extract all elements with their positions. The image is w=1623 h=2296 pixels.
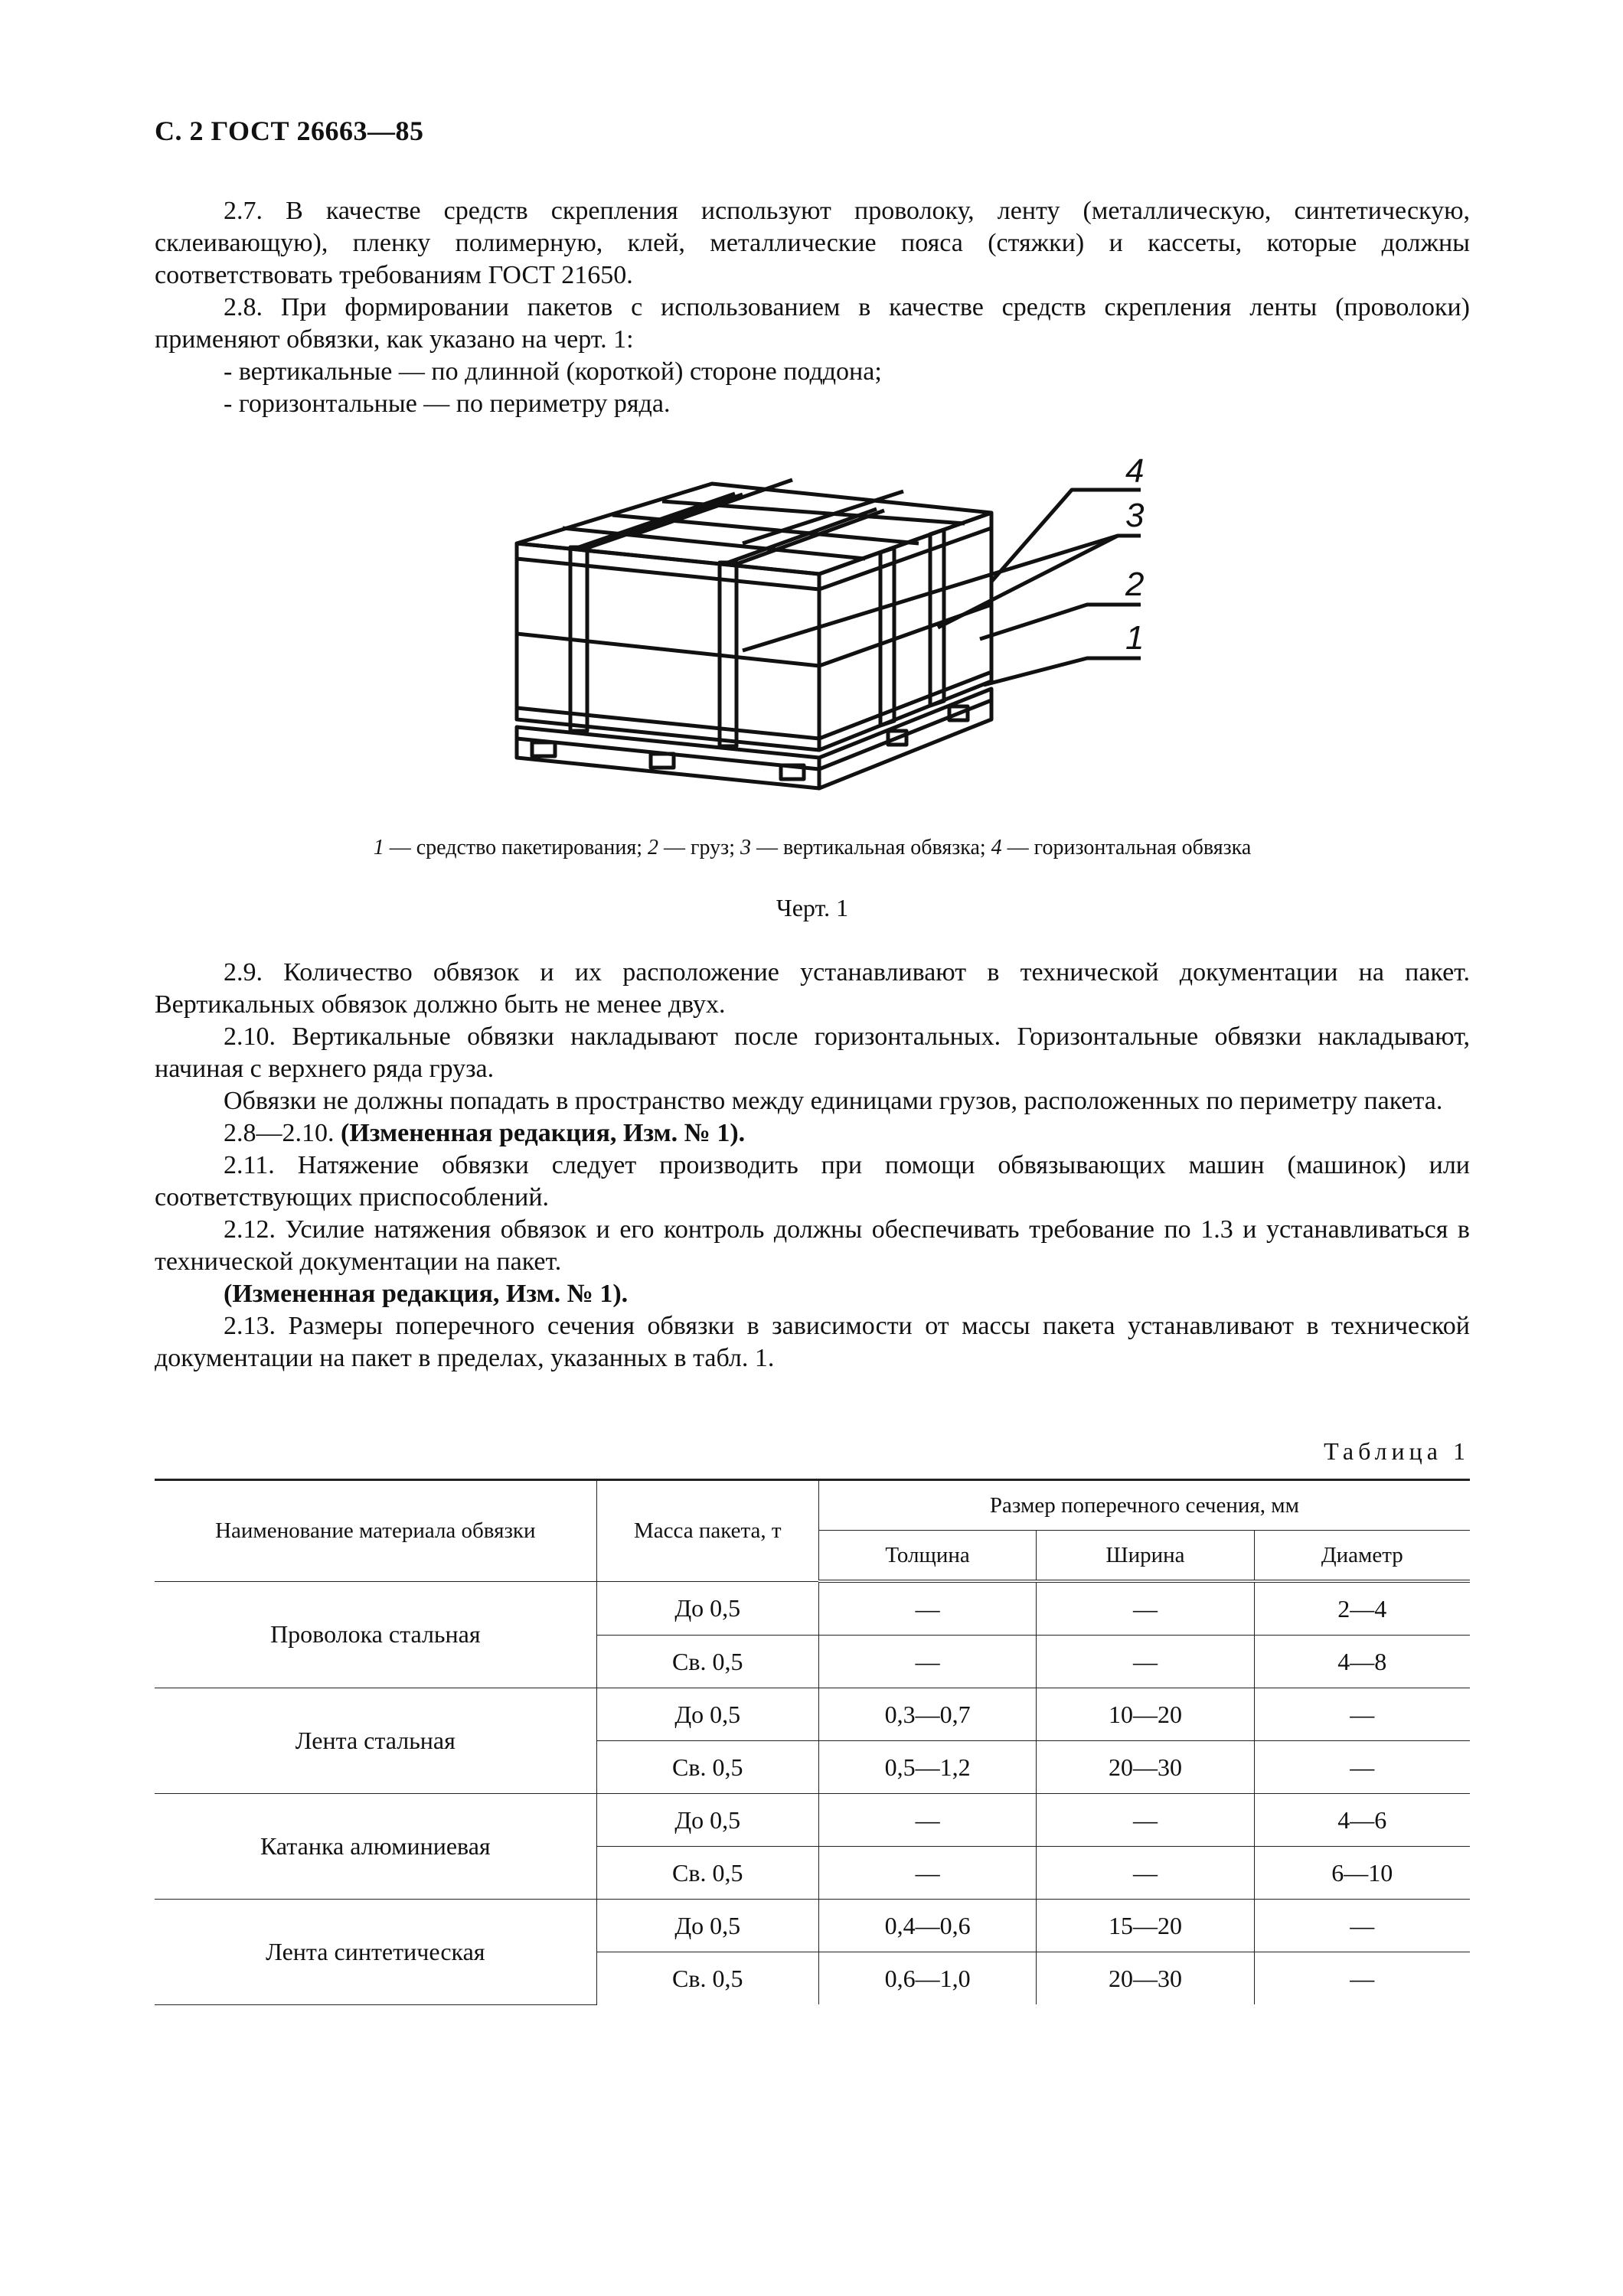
caption-text-4: — горизонтальная обвязка [1001,836,1252,859]
width-cell: — [1037,1581,1254,1636]
pallet-package-drawing [490,429,1194,827]
table-row [155,1688,1470,1741]
paragraph-obvyazki: Обвязки не должны попадать в пространство между единицами грузов, расположенных по периметру пакета. [224,1087,1443,1115]
thickness-cell: 0,4—0,6 [818,1900,1036,1952]
paragraph-2-7: 2.7. В качестве средств скрепления используют проволоку, ленту (металлическую, синтетическую, склеивающую), пленку полимерную, клей, металлические пояса (стяжки) и кассеты, которые должны соответствовать требованиям ГОСТ 21650. [155,197,1470,289]
side-face [819,513,991,750]
amendment-1-bold: (Измененная редакция, Изм. № 1). [341,1119,746,1147]
mass-cell: Св. 0,5 [596,1741,818,1794]
paragraph-2-8: 2.8. При формировании пакетов с использованием в качестве средств скрепления ленты (проволоки) применяют обвязки, как указано на черт. 1: [155,293,1470,354]
width-cell: 20—30 [1037,1741,1254,1794]
callout-4: 4 [1125,452,1145,490]
header-thickness: Толщина [818,1531,1036,1582]
thickness-cell: — [818,1794,1036,1847]
mass-cell: Св. 0,5 [596,1636,818,1688]
material-cell: Лента синтетическая [155,1900,596,2005]
material-cell: Лента стальная [155,1688,596,1794]
width-cell: 20—30 [1037,1952,1254,2005]
width-cell: 10—20 [1037,1688,1254,1741]
width-cell: — [1037,1636,1254,1688]
diameter-cell: 2—4 [1254,1581,1470,1636]
thickness-cell: — [818,1636,1036,1688]
figure-pallet-package [490,429,1194,827]
mass-cell: Св. 0,5 [596,1847,818,1900]
diameter-cell: — [1254,1900,1470,1952]
vertical-strap-3 [880,548,894,726]
mass-cell: Св. 0,5 [596,1952,818,2005]
header-mass: Масса пакета, т [596,1480,818,1582]
page-header: С. 2 ГОСТ 26663—85 [155,116,424,146]
table-row [155,1900,1470,1952]
callout-1: 1 [1125,619,1145,657]
thickness-cell: — [818,1581,1036,1636]
diameter-cell: — [1254,1688,1470,1741]
amendment-note-1 [155,1117,1470,1150]
amendment-note-2: (Измененная редакция, Изм. № 1). [224,1280,629,1308]
list-item-vertical: - вертикальные — по длинной (короткой) стороне поддона; [224,357,882,386]
material-cell: Катанка алюминиевая [155,1794,596,1900]
paragraph-2-12: 2.12. Усилие натяжения обвязок и его контроль должны обеспечивать требование по 1.3 и устанавливаться в технической документации на пакет. [155,1215,1470,1276]
header-section-size: Размер поперечного сечения, мм [818,1480,1470,1531]
paragraph-2-11: 2.11. Натяжение обвязки следует производить при помощи обвязывающих машин (машинок) или соответствующих приспособлений. [155,1151,1470,1212]
table-row [155,1581,1470,1636]
diameter-cell: — [1254,1741,1470,1794]
thickness-cell: 0,3—0,7 [818,1688,1036,1741]
table-title: Таблица 1 [1324,1437,1470,1465]
diameter-cell: 6—10 [1254,1847,1470,1900]
vertical-strap-4 [930,530,944,706]
thickness-cell: 0,5—1,2 [818,1741,1036,1794]
width-cell: — [1037,1847,1254,1900]
mass-cell: До 0,5 [596,1900,818,1952]
paragraph-2-9: 2.9. Количество обвязок и их расположение устанавливают в технической документации на пакет. Вертикальных обвязок должно быть не менее двух. [155,958,1470,1019]
material-cell: Проволока стальная [155,1581,596,1688]
mass-cell: До 0,5 [596,1794,818,1847]
section-2-9-2-13 [155,957,1470,1375]
strapping-size-table [155,1479,1470,2005]
diameter-cell: 4—6 [1254,1794,1470,1847]
caption-num-1: 1 [373,836,384,859]
figure-title: Черт. 1 [776,894,849,921]
mass-cell: До 0,5 [596,1581,818,1636]
caption-text-1: — средство пакетирования; [384,836,648,859]
width-cell: 15—20 [1037,1900,1254,1952]
paragraph-2-10: 2.10. Вертикальные обвязки накладывают после горизонтальных. Горизонтальные обвязки накладывают, начиная с верхнего ряда груза. [155,1022,1470,1083]
figure-caption [155,836,1470,860]
mass-cell: До 0,5 [596,1688,818,1741]
caption-num-2: 2 [648,836,659,859]
header-material: Наименование материала обвязки [155,1480,596,1582]
callout-3: 3 [1125,497,1145,534]
caption-num-4: 4 [991,836,1002,859]
thickness-cell: 0,6—1,0 [818,1952,1036,2005]
table-row [155,1794,1470,1847]
section-2-7-2-8 [155,195,1470,420]
header-width: Ширина [1037,1531,1254,1582]
list-item-horizontal: - горизонтальные — по периметру ряда. [224,390,671,418]
thickness-cell: — [818,1847,1036,1900]
caption-text-2: — груз; [658,836,741,859]
paragraph-2-13: 2.13. Размеры поперечного сечения обвязки в зависимости от массы пакета устанавливают в технической документации на пакет в пределах, указанных в табл. 1. [155,1312,1470,1372]
diameter-cell: — [1254,1952,1470,2005]
caption-num-3: 3 [740,836,752,859]
leader-1 [984,658,1141,685]
caption-text-3: — вертикальная обвязка; [751,836,991,859]
header-diameter: Диаметр [1254,1531,1470,1582]
width-cell: — [1037,1794,1254,1847]
diameter-cell: 4—8 [1254,1636,1470,1688]
callout-2: 2 [1125,566,1145,603]
leader-2 [980,605,1141,639]
amendment-1-lead: 2.8—2.10. [224,1119,341,1147]
